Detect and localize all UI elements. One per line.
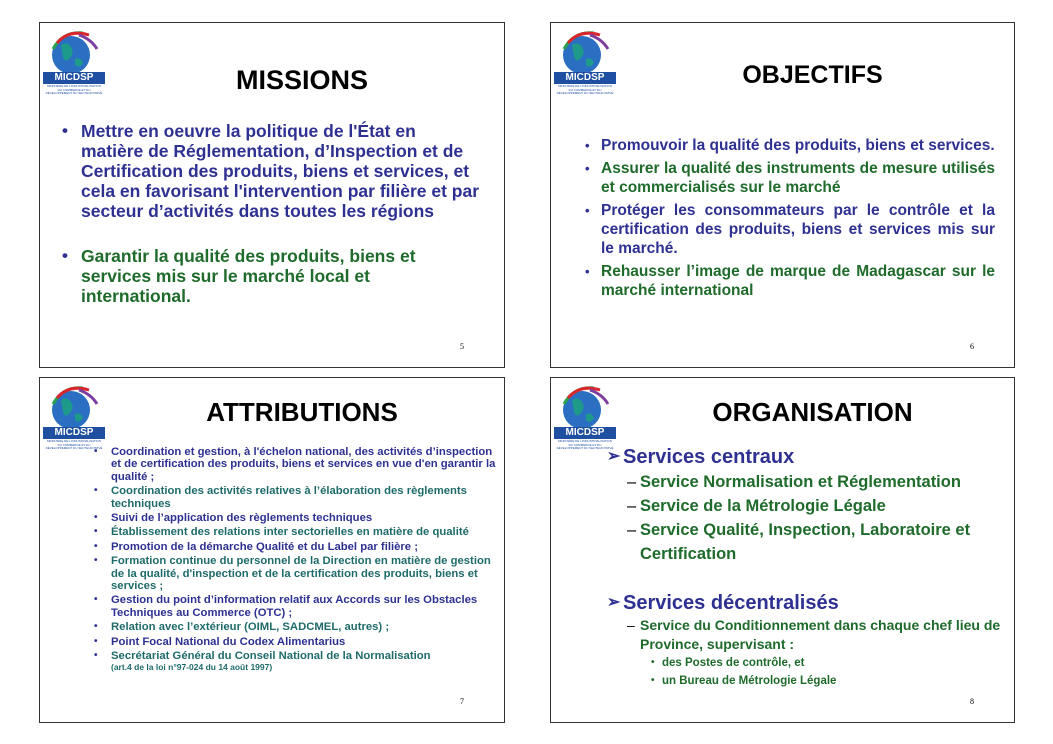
list-item: • Mettre en oeuvre la politique de l'État en matière de Réglementation, d’Inspection et de Certification des produits, biens et services, et cela en favorisant l'intervention par filière et par secteur d’activités dans toutes les régions [62, 121, 482, 221]
globe-logo-icon [560, 29, 610, 75]
arrow-bullet-icon: ➢ [607, 594, 621, 611]
ministry-logo [43, 25, 105, 93]
list-item-text: Service Normalisation et Réglementation [640, 473, 961, 491]
list-item: • Rehausser l’image de marque de Madagascar sur le marché international [585, 262, 995, 300]
list-item: • Établissement des relations inter sectorielles en matière de qualité [94, 526, 498, 538]
list-item [607, 616, 1011, 654]
list-item: • Relation avec l’extérieur (OIML, SADCMEL, autres) ; [94, 621, 498, 633]
list-item: • Coordination des activités relatives à l’élaboration des règlements techniques [94, 485, 498, 510]
list-item [607, 470, 1011, 494]
page-number: 7 [460, 697, 464, 706]
logo-brand: MICDSP [43, 72, 105, 84]
list-item: • Assurer la qualité des instruments de mesure utilisés et commercialisés sur le marché [585, 159, 995, 197]
logo-brand: MICDSP [554, 427, 616, 439]
list-item-text: Secrétariat Général du Conseil National de la Normalisation [111, 650, 431, 663]
list-item [94, 650, 498, 672]
globe-logo-icon [49, 29, 99, 75]
list-item: • Garantir la qualité des produits, biens et services mis sur le marché local et international. [62, 246, 482, 306]
dash-bullet-icon: – [627, 497, 637, 515]
dash-bullet-icon: – [627, 473, 637, 491]
logo-tagline: MINISTÈRE DE L'INDUSTRIALISATION DU COMMERCE ET DU DÉVELOPPEMENT DU SECTEUR PRIVÉ [45, 439, 103, 450]
objectifs-list [585, 136, 995, 304]
list-item: • Point Focal National du Codex Alimentarius [94, 636, 498, 648]
globe-logo-icon [49, 384, 99, 430]
list-item: • Promouvoir la qualité des produits, biens et services. [585, 136, 995, 155]
sub-list-item: • un Bureau de Métrologie Légale [607, 672, 1011, 690]
list-item: • Coordination et gestion, à l'échelon national, des activités d’inspection et de certification des produits, biens et services en vue d'en garantir la qualité ; [94, 446, 498, 483]
list-item: • Gestion du point d’information relatif aux Accords sur les Obstacles Techniques au Commerce (OTC) ; [94, 594, 498, 619]
organisation-outline [607, 444, 1011, 690]
slide-missions [39, 22, 505, 368]
logo-tagline: MINISTÈRE DE L'INDUSTRIALISATION DU COMMERCE ET DU DÉVELOPPEMENT DU SECTEUR PRIVÉ [556, 84, 614, 95]
ministry-logo [554, 25, 616, 93]
ministry-logo [554, 380, 616, 448]
sub-list-item: • des Postes de contrôle, et [607, 654, 1011, 672]
attributions-list [94, 446, 498, 674]
slide-title: ORGANISATION [712, 397, 913, 427]
page-number: 5 [460, 342, 464, 351]
legal-reference-note: (art.4 de la loi n°97-024 du 14 août 1997) [111, 661, 273, 672]
list-item [607, 518, 1011, 566]
list-item-text: Service Qualité, Inspection, Laboratoire et Certification [640, 521, 971, 563]
services-decentralises-heading [607, 590, 1011, 616]
slide-attributions [39, 377, 505, 723]
arrow-bullet-icon: ➢ [607, 448, 621, 465]
missions-list [62, 121, 482, 306]
list-item: • Formation continue du personnel de la Direction en matière de gestion de la qualité, d'inspection et de la certification des produits, biens et services ; [94, 555, 498, 592]
slide-title: OBJECTIFS [742, 61, 883, 89]
logo-tagline: MINISTÈRE DE L'INDUSTRIALISATION DU COMMERCE ET DU DÉVELOPPEMENT DU SECTEUR PRIVÉ [556, 439, 614, 450]
list-item [607, 494, 1011, 518]
logo-brand: MICDSP [554, 72, 616, 84]
heading-text: Services centraux [623, 446, 795, 468]
list-item: • Promotion de la démarche Qualité et du Label par filière ; [94, 541, 498, 553]
slide-title: MISSIONS [235, 65, 369, 95]
page-number: 8 [970, 697, 974, 706]
logo-brand: MICDSP [43, 427, 105, 439]
list-item-text: Service du Conditionnement dans chaque chef lieu de Province, supervisant : [640, 617, 1001, 652]
slide-title: ATTRIBUTIONS [206, 397, 398, 427]
dash-bullet-icon: – [627, 617, 635, 633]
globe-logo-icon [560, 384, 610, 430]
heading-text: Services décentralisés [623, 592, 839, 614]
slide-organisation [550, 377, 1015, 723]
slide-objectifs [550, 22, 1015, 368]
list-item: • Protéger les consommateurs par le contrôle et la certification des produits, biens et services mis sur le marché. [585, 201, 995, 258]
list-item: • Suivi de l’application des règlements techniques [94, 512, 498, 524]
dash-bullet-icon: – [627, 521, 637, 539]
ministry-logo [43, 380, 105, 448]
page-number: 6 [970, 342, 974, 351]
services-centraux-heading [607, 444, 1011, 470]
logo-tagline: MINISTÈRE DE L'INDUSTRIALISATION DU COMMERCE ET DU DÉVELOPPEMENT DU SECTEUR PRIVÉ [45, 84, 103, 95]
list-item-text: Service de la Métrologie Légale [640, 497, 886, 515]
